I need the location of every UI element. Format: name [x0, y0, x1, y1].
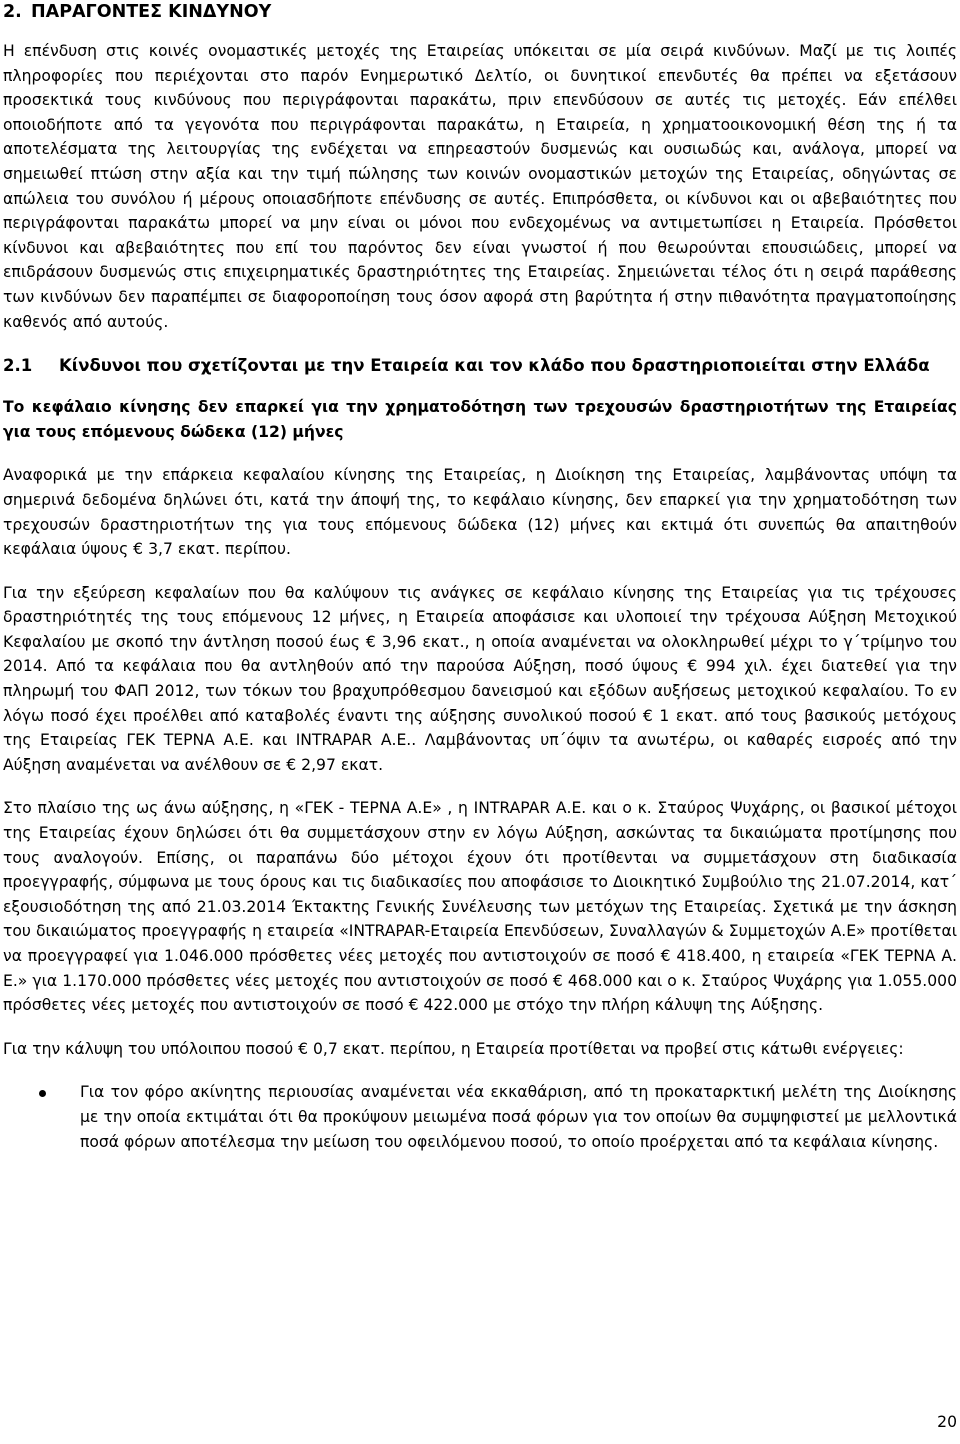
section-heading	[3, 0, 957, 24]
body-paragraph: Αναφορικά με την επάρκεια κεφαλαίου κίνησης της Εταιρείας, η Διοίκηση της Εταιρείας, λαμβάνοντας υπόψη τα σημερινά δεδομένα δηλώνει ότι, κατά την άποψή της, το κεφάλαιο κίνησης, δεν επαρκεί για την χρηματοδότηση των τρεχουσών δραστηριοτήτων της για τους επόμενους δώδεκα (12) μήνες και εκτιμά ότι συνεπώς θα απαιτηθούν κεφάλαια ύψους € 3,7 εκατ. περίπου.	[3, 466, 957, 559]
bullet-dot-icon	[39, 1090, 46, 1097]
risk-heading: Το κεφάλαιο κίνησης δεν επαρκεί για την χρηματοδότηση των τρεχουσών δραστηριοτήτων της Εταιρείας για τους επόμενους δώδεκα (12) μήνες	[3, 398, 957, 441]
page-number: 20	[937, 1413, 957, 1431]
body-paragraph: Για την κάλυψη του υπόλοιπου ποσού € 0,7 εκατ. περίπου, η Εταιρεία προτίθεται να προβεί στις κάτωθι ενέργειες:	[3, 1039, 904, 1058]
section-number: 2.	[3, 2, 22, 22]
subsection-heading	[3, 353, 957, 379]
subsection-title: Κίνδυνοι που σχετίζονται με την Εταιρεία και τον κλάδο που δραστηριοποιείται στην Ελλάδα	[59, 356, 930, 376]
intro-paragraph: Η επένδυση στις κοινές ονομαστικές μετοχές της Εταιρείας υπόκειται σε μία σειρά κινδύνων. Μαζί με τις λοιπές πληροφορίες που περιέχονται στο παρόν Ενημερωτικό Δελτίο, οι δυνητικοί επενδυτές θα πρέπει να εξετάσουν προσεκτικά τους κινδύνους που περιγράφονται παρακάτω, πριν επενδύσουν σε αυτές τις μετοχές. Εάν επέλθει οποιοδήποτε από τα γεγονότα που περιγράφονται παρακάτω, η Εταιρεία, η χρηματοοικονομική θέση της ή τα αποτελέσματα της λειτουργίας της ενδέχεται να επηρεαστούν δυσμενώς και ουσιωδώς και, ανάλογα, μπορεί να σημειωθεί πτώση στην αξία και την τιμή πώλησης των κοινών ονομαστικών μετοχών της Εταιρείας, οδηγώντας σε απώλεια του συνόλου ή μέρους οποιασδήποτε επένδυσης σε αυτές. Επιπρόσθετα, οι κίνδυνοι και οι αβεβαιότητες που περιγράφονται παρακάτω μπορεί να μην είναι οι μόνοι που ενδεχομένως να αντιμετωπίσει η Εταιρεία. Πρόσθετοι κίνδυνοι και αβεβαιότητες που επί του παρόντος δεν είναι γνωστοί ή που θεωρούνται επουσιώδεις, μπορεί να επιδράσουν δυσμενώς στις επιχειρηματικές δραστηριότητες της Εταιρείας. Σημειώνεται τέλος ότι η σειρά παράθεσης των κινδύνων δεν παραπέμπει σε διαφοροποίηση τους όσον αφορά στη βαρύτητα ή στην πιθανότητα πραγματοποίησης καθενός από αυτούς.	[3, 42, 957, 331]
body-paragraph: Για την εξεύρεση κεφαλαίων που θα καλύψουν τις ανάγκες σε κεφάλαιο κίνησης της Εταιρείας για τις τρέχουσες δραστηριότητές της τους επόμενους 12 μήνες, η Εταιρεία αποφάσισε και υλοποιεί την τρέχουσα Αύξηση Μετοχικού Κεφαλαίου με σκοπό την άντληση ποσού έως € 3,96 εκατ., η οποία αναμένεται να ολοκληρωθεί μέχρι το γ΄τρίμηνο του 2014. Από τα κεφάλαια που θα αντληθούν από την παρούσα Αύξηση, ποσό ύψους € 994 χιλ. έχει διατεθεί για την πληρωμή του ΦΑΠ 2012, των τόκων του βραχυπρόθεσμου δανεισμού και εξόδων αυξήσεως μετοχικού κεφαλαίου. Το εν λόγω ποσό έχει προέλθει από καταβολές έναντι της αύξησης συνολικού ποσού € 1 εκατ. από τους βασικούς μετόχους της Εταιρείας ΓΕΚ ΤΕΡΝΑ Α.Ε. και INTRAPAR Α.Ε.. Λαμβάνοντας υπ΄όψιν τα ανωτέρω, οι καθαρές εισροές από την Αύξηση αναμένεται να ανέλθουν σε € 2,97 εκατ.	[3, 583, 957, 774]
body-paragraph: Στο πλαίσιο της ως άνω αύξησης, η «ΓΕΚ - ΤΕΡΝΑ Α.Ε» , η INTRAPAR Α.Ε. και ο κ. Σταύρος Ψυχάρης, οι βασικοί μέτοχοι της Εταιρείας έχουν δηλώσει ότι θα συμμετάσχουν στην εν λόγω Αύξηση, ασκώντας τα δικαιώματα προτίμησης που τους αναλογούν. Επίσης, οι παραπάνω δύο μέτοχοι έχουν ότι προτίθενται να συμμετάσχουν στη διαδικασία προεγγραφής, σύμφωνα με τους όρους και τις διαδικασίες που αποφάσισε το Διοικητικό Συμβούλιο της 21.07.2014, κατ΄ εξουσιοδότηση της από 21.03.2014 Έκτακτης Γενικής Συνέλευσης των μετόχων της Εταιρείας. Σχετικά με την άσκηση του δικαιώματος προεγγραφής η εταιρεία «INTRAPAR-Εταιρεία Επενδύσεων, Συναλλαγών & Συμμετοχών Α.Ε» προτίθεται να προεγγραφεί για 1.046.000 πρόσθετες νέες μετοχές που αντιστοιχούν σε ποσό € 418.400, η εταιρεία «ΓΕΚ ΤΕΡΝΑ Α. Ε.» για 1.170.000 πρόσθετες νέες μετοχές που αντιστοιχούν σε ποσό € 468.000 και ο κ. Σταύρος Ψυχάρης για 1.055.000 πρόσθετες νέες μετοχές που αντιστοιχούν σε ποσό € 422.000 με στόχο την πλήρη κάλυψη της Αύξησης.	[3, 799, 957, 1015]
document-page	[3, 0, 957, 1154]
bullet-text: Για τον φόρο ακίνητης περιουσίας αναμένεται νέα εκκαθάριση, από τη προκαταρκτική μελέτη της Διοίκησης με την οποία εκτιμάται ότι θα προκύψουν μειωμένα ποσά φόρων για τον οποίων θα συμψηφιστεί με μελλοντικά ποσά φόρων αποτέλεσμα την μείωση του οφειλόμενου ποσού, το οποίο προέρχεται από τα κεφάλαια κίνησης.	[80, 1083, 957, 1151]
bullet-list	[3, 1080, 957, 1154]
section-title: ΠΑΡΑΓΟΝΤΕΣ ΚΙΝΔΥΝΟΥ	[31, 2, 272, 22]
subsection-number: 2.1	[3, 356, 33, 376]
bullet-item	[3, 1080, 957, 1154]
